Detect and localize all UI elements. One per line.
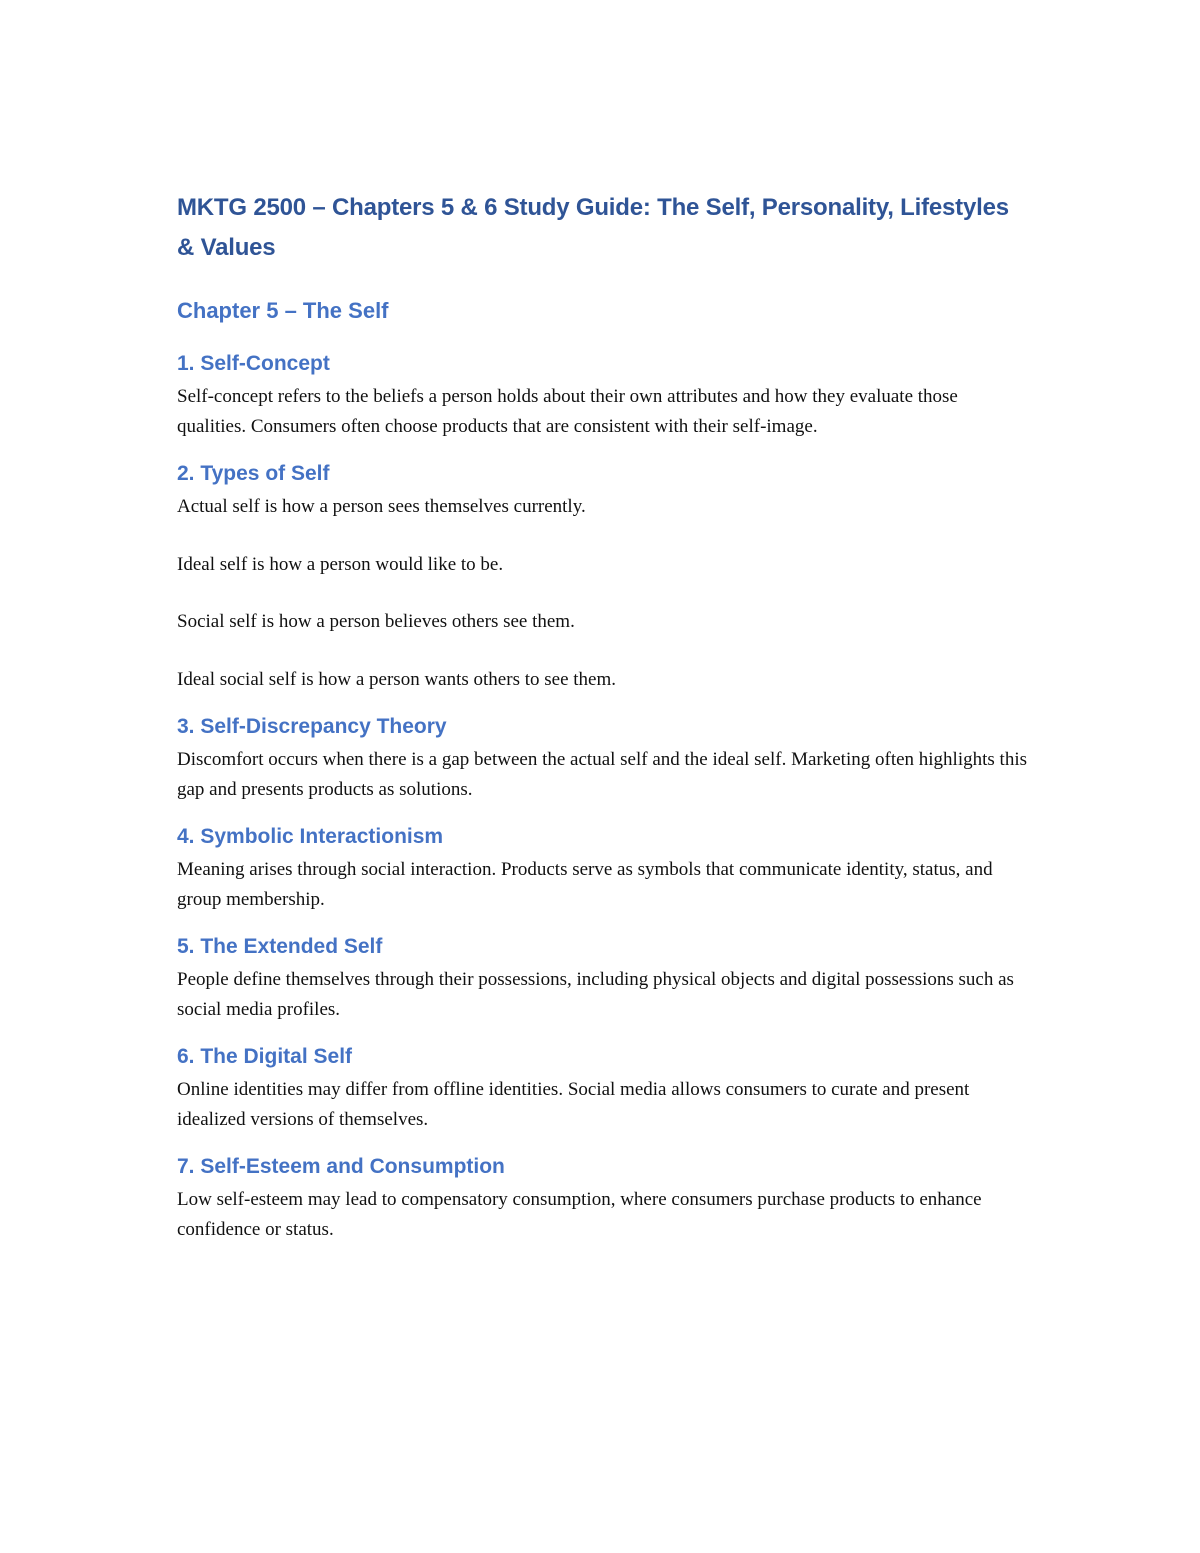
section-paragraph: Low self-esteem may lead to compensatory consumption, where consumers purchase products to enhance confidence or status. [177, 1189, 982, 1240]
section-heading: 4. Symbolic Interactionism [177, 825, 444, 848]
section-heading: 5. The Extended Self [177, 935, 383, 958]
section-heading: 2. Types of Self [177, 462, 330, 485]
section-paragraph: People define themselves through their possessions, including physical objects and digital possessions such as social media profiles. [177, 969, 1014, 1020]
section-paragraph: Meaning arises through social interaction. Products serve as symbols that communicate identity, status, and group membership. [177, 859, 993, 910]
section-paragraph: Social self is how a person believes others see them. [177, 611, 575, 632]
document-body [177, 188, 1027, 1263]
section-heading: 7. Self-Esteem and Consumption [177, 1155, 505, 1178]
section-paragraph: Self-concept refers to the beliefs a person holds about their own attributes and how they evaluate those qualities. Consumers often choose products that are consistent with their self-image. [177, 386, 958, 437]
chapter-heading: Chapter 5 – The Self [177, 298, 389, 323]
section-types-of-self [177, 460, 1027, 694]
section-heading: 1. Self-Concept [177, 352, 330, 375]
section-self-esteem-consumption [177, 1153, 1027, 1244]
document-title: MKTG 2500 – Chapters 5 & 6 Study Guide: The Self, Personality, Lifestyles & Values [177, 194, 1009, 261]
section-paragraph: Ideal social self is how a person wants others to see them. [177, 668, 616, 690]
section-paragraph: Online identities may differ from offline identities. Social media allows consumers to curate and present idealized versions of themselves. [177, 1079, 970, 1130]
section-digital-self [177, 1043, 1027, 1134]
section-symbolic-interactionism [177, 823, 1027, 914]
section-extended-self [177, 933, 1027, 1024]
section-paragraph: Discomfort occurs when there is a gap between the actual self and the ideal self. Marketing often highlights this gap and presents products as solutions. [177, 749, 1027, 800]
section-heading: 3. Self-Discrepancy Theory [177, 715, 447, 738]
section-self-discrepancy-theory [177, 713, 1027, 804]
section-paragraph: Actual self is how a person sees themselves currently. [177, 496, 586, 517]
section-heading: 6. The Digital Self [177, 1045, 353, 1068]
section-self-concept [177, 350, 1027, 441]
section-paragraph: Ideal self is how a person would like to be. [177, 553, 504, 575]
